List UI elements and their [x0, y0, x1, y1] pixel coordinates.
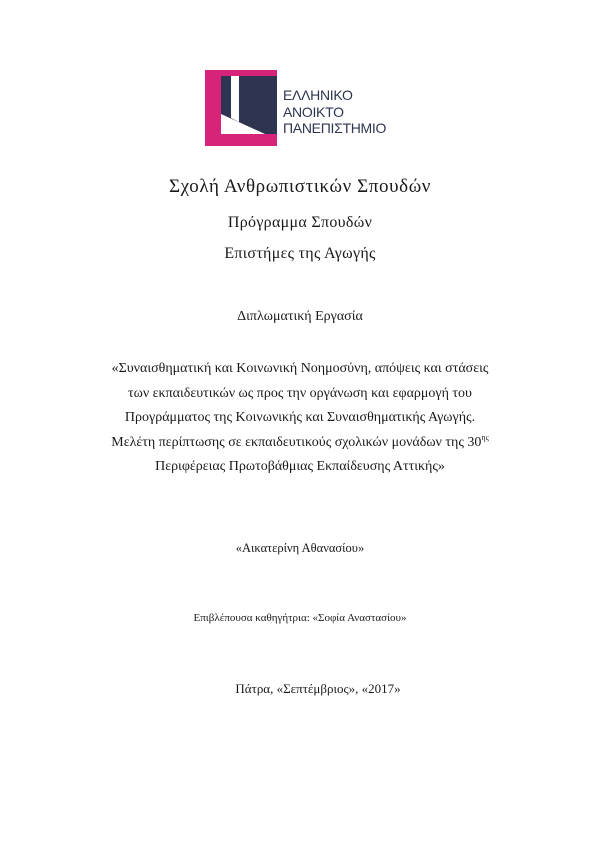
university-logo-mark [205, 70, 277, 146]
thesis-title-line: «Συναισθηματική και Κοινωνική Νοημοσύνη, απόψεις και στάσεις [111, 361, 489, 376]
ordinal-suffix: ης [481, 432, 489, 442]
program-name: Πρόγραμμα Σπουδών [227, 214, 373, 231]
thesis-title-line: Προγράμματος της Κοινωνικής και Συναισθηματικής Αγωγής. [124, 410, 476, 425]
supervisor: Επιβλέπουσα καθηγήτρια: «Σοφία Αναστασίου» [193, 612, 407, 624]
thesis-title-text: Μελέτη περίπτωσης σε εκπαιδευτικούς σχολικών μονάδων της 30 [111, 434, 482, 450]
school-name: Σχολή Ανθρωπιστικών Σπουδών [168, 176, 431, 197]
thesis-title [60, 357, 540, 480]
logo-line: ΑΝΟΙΚΤΟ [283, 103, 344, 120]
university-logo-text [283, 87, 386, 137]
thesis-type: Διπλωματική Εργασία [237, 309, 363, 324]
logo-line: ΕΛΛΗΝΙΚΟ [283, 87, 353, 103]
thesis-title-line [60, 431, 540, 456]
university-logo [205, 70, 405, 146]
author-name: «Αικατερίνη Αθανασίου» [235, 541, 365, 555]
thesis-title-line: Περιφέρειας Πρωτοβάθμιας Εκπαίδευσης Αττικής» [155, 459, 445, 474]
logo-line: ΠΑΝΕΠΙΣΤΗΜΙΟ [283, 120, 387, 136]
field-name: Επιστήμες της Αγωγής [224, 245, 376, 262]
thesis-title-line: των εκπαιδευτικών ως προς την οργάνωση και εφαρμογή του [128, 385, 472, 401]
place-date: Πάτρα, «Σεπτέμβριος», «2017» [235, 681, 401, 696]
